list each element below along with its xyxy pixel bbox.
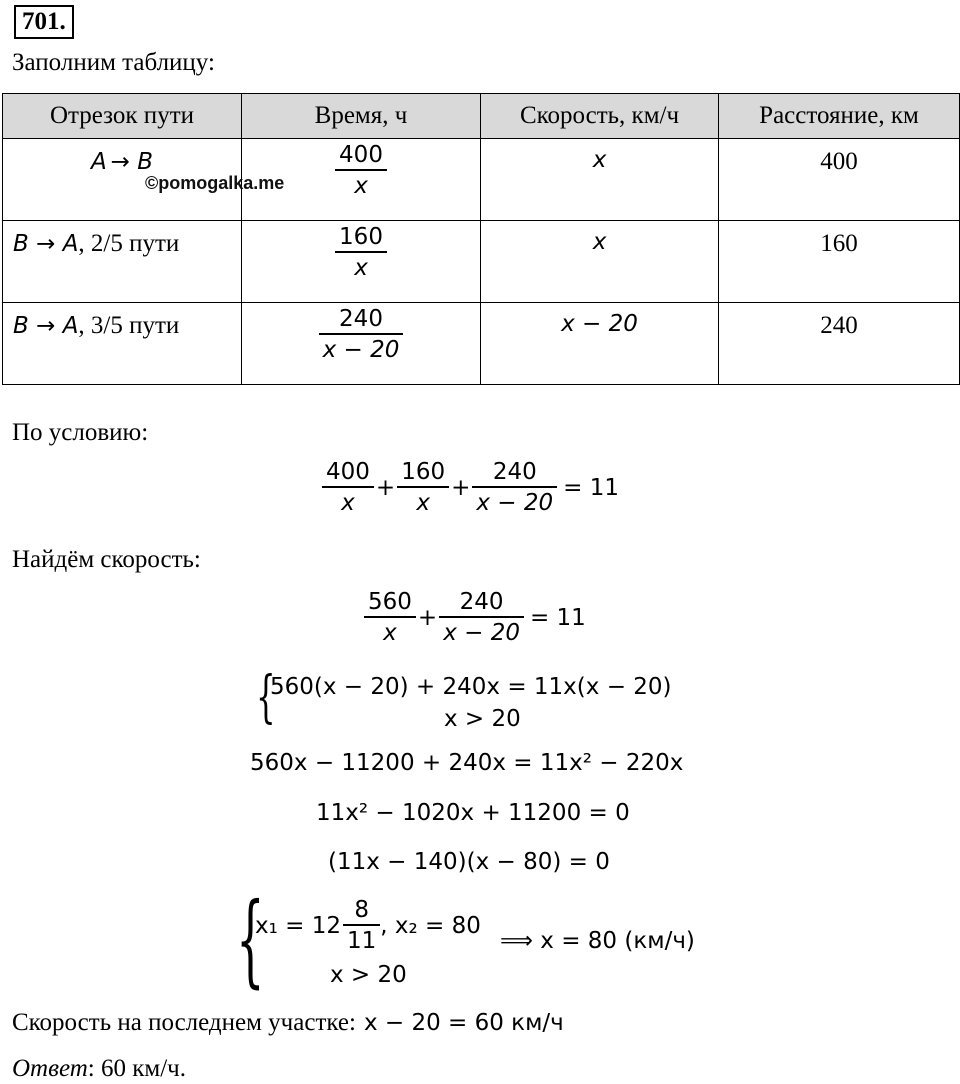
segment-cell: B → A, 3/5 пути xyxy=(3,303,242,385)
equation-1: $\frac{400}{x}$ + $\frac{160}{x}$ + $\frac{240}{x - 20}$ = 11 xyxy=(322,458,619,518)
speed-cell: x − 20 xyxy=(481,303,719,385)
answer-line xyxy=(12,1054,186,1084)
answer-value: : 60 км/ч. xyxy=(87,1055,186,1082)
conclusion: ⟹ x = 80 (км/ч) xyxy=(500,928,695,954)
segment-cell: A → B xyxy=(3,139,242,221)
condition-label: По условию: xyxy=(12,419,149,446)
system-2-line-1: x₁ = 12 $\frac{8}{11}$ , x₂ = 80 xyxy=(255,897,481,954)
table-row xyxy=(3,303,960,385)
distance-cell: 160 xyxy=(719,221,960,303)
system-1-line-1: 560(x − 20) + 240x = 11x(x − 20) xyxy=(270,674,672,700)
fraction-denominator: x xyxy=(354,173,368,199)
segment-cell: B → A, 2/5 пути xyxy=(3,221,242,303)
table-row xyxy=(3,221,960,303)
table-header-row xyxy=(3,94,960,139)
data-table xyxy=(2,93,960,385)
header-time: Время, ч xyxy=(242,94,481,139)
fraction-denominator: x xyxy=(354,255,368,281)
speed-cell: x xyxy=(481,221,719,303)
problem-number: 701. xyxy=(14,5,74,39)
final-line: Скорость на последнем участке: x − 20 = 60 км/ч xyxy=(12,1009,564,1036)
distance-cell: 240 xyxy=(719,303,960,385)
find-speed-label: Найдём скорость: xyxy=(12,546,201,573)
header-speed: Скорость, км/ч xyxy=(481,94,719,139)
header-distance: Расстояние, км xyxy=(719,94,960,139)
system-brace: { xyxy=(236,881,265,998)
speed-cell: x xyxy=(481,139,719,221)
equation-2: $\frac{560}{x}$ + $\frac{240}{x - 20}$ = 11 xyxy=(364,588,586,648)
fraction-numerator: 160 xyxy=(339,224,383,250)
time-cell xyxy=(242,221,481,303)
watermark: ©pomogalka.me xyxy=(145,173,285,193)
expanded-equation: 560x − 11200 + 240x = 11x² − 220x xyxy=(250,750,684,776)
fraction-numerator: 240 xyxy=(339,306,383,332)
fraction-numerator: 400 xyxy=(339,142,383,168)
intro-text: Заполним таблицу: xyxy=(12,49,215,76)
factored-equation: (11x − 140)(x − 80) = 0 xyxy=(328,849,610,875)
answer-label: Ответ xyxy=(12,1055,88,1082)
fraction-denominator: x − 20 xyxy=(322,337,400,363)
system-brace: { xyxy=(256,665,276,730)
time-cell xyxy=(242,303,481,385)
quadratic-equation: 11x² − 1020x + 11200 = 0 xyxy=(316,800,630,826)
distance-cell: 400 xyxy=(719,139,960,221)
system-1-line-2: x > 20 xyxy=(444,706,521,732)
header-segment: Отрезок пути xyxy=(3,94,242,139)
system-2-line-2: x > 20 xyxy=(330,962,407,988)
